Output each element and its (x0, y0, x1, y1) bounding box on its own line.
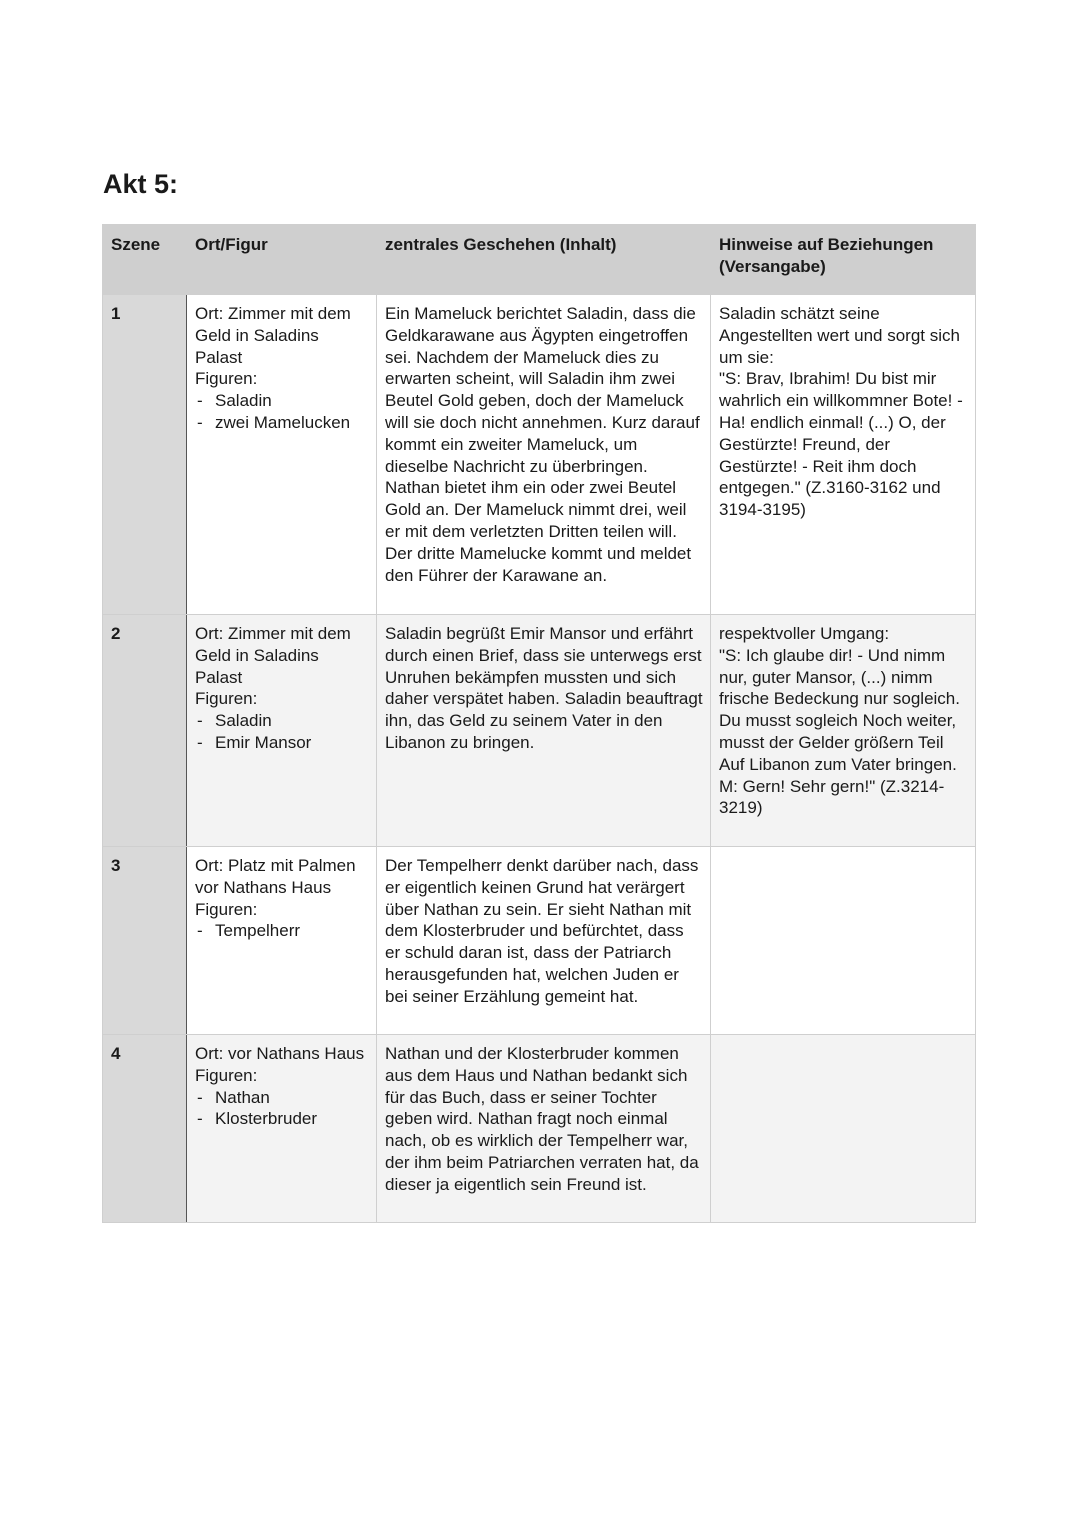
figuren-list (195, 1087, 369, 1131)
hinweis-cell: Saladin schätzt seine Angestellten wert und sorgt sich um sie: "S: Brav, Ibrahim! Du bist mir wahrlich ein willkommner Bote! - Ha! endlich einmal! (...) O, der Gestürzte! Freund, der Gestürzte! - Reit ihm doch entgegen." (Z.3160-3162 und 3194-3195) (711, 295, 976, 615)
figuren-label: Figuren: (195, 1065, 258, 1085)
table-header-row (103, 225, 976, 295)
ort-text: Ort: Platz mit Palmen vor Nathans Haus (195, 856, 356, 897)
hinweis-cell (711, 1035, 976, 1223)
header-szene: Szene (103, 225, 187, 295)
scene-table (102, 224, 976, 1223)
figuren-label: Figuren: (195, 899, 258, 919)
ort-text: Ort: Zimmer mit dem Geld in Saladins Palast (195, 304, 351, 367)
figuren-label: Figuren: (195, 689, 258, 709)
ort-text: Ort: vor Nathans Haus (195, 1044, 365, 1063)
figuren-list (195, 920, 369, 942)
page-title: Akt 5: (103, 169, 179, 199)
table-row (103, 847, 976, 1035)
szene-number: 1 (103, 295, 187, 615)
figur-item: - Nathan (195, 1087, 369, 1109)
figur-item: - zwei Mamelucken (195, 412, 369, 434)
ort-figur-cell (187, 615, 377, 847)
header-inhalt: zentrales Geschehen (Inhalt) (377, 225, 711, 295)
inhalt-cell: Ein Mameluck berichtet Saladin, dass die Geldkarawane aus Ägypten eingetroffen sei. Nachdem der Mameluck dies zu erwarten scheint, will Saladin ihm zwei Beutel Gold geben, doch der Mameluck will sie doch nicht annehmen. Kurz darauf kommt ein zweiter Mameluck, um dieselbe Nachricht zu überbringen. Nathan bietet ihm ein oder zwei Beutel Gold an. Der Mameluck nimmt drei, weil er mit dem verletzten Dritten teilen will. Der dritte Mamelucke kommt und meldet den Führer der Karawane an. (377, 295, 711, 615)
header-ort-figur: Ort/Figur (187, 225, 377, 295)
ort-figur-cell (187, 295, 377, 615)
figuren-list (195, 710, 369, 754)
figur-item: - Saladin (195, 390, 369, 412)
table-row (103, 1035, 976, 1223)
figuren-label: Figuren: (195, 369, 258, 389)
ort-figur-cell (187, 1035, 377, 1223)
hinweis-cell (711, 847, 976, 1035)
szene-number: 3 (103, 847, 187, 1035)
figur-item: - Emir Mansor (195, 732, 369, 754)
szene-number: 4 (103, 1035, 187, 1223)
figur-item: - Saladin (195, 710, 369, 732)
ort-figur-cell (187, 847, 377, 1035)
table-row (103, 295, 976, 615)
ort-text: Ort: Zimmer mit dem Geld in Saladins Palast (195, 624, 351, 687)
inhalt-cell: Saladin begrüßt Emir Mansor und erfährt durch einen Brief, dass sie unterwegs erst Unruhen bekämpfen mussten und sich daher verspätet haben. Saladin beauftragt ihn, das Geld zu seinem Vater in den Libanon zu bringen. (377, 615, 711, 847)
figur-item: - Tempelherr (195, 920, 369, 942)
hinweis-cell: respektvoller Umgang: "S: Ich glaube dir! - Und nimm nur, guter Mansor, (...) nimm frische Bedeckung nur sogleich. Du musst sogleich Noch weiter, musst der Gelder größern Teil Auf Libanon zum Vater bringen. M: Gern! Sehr gern!" (Z.3214-3219) (711, 615, 976, 847)
inhalt-cell: Nathan und der Klosterbruder kommen aus dem Haus und Nathan bedankt sich für das Buch, dass er seiner Tochter geben wird. Nathan fragt noch einmal nach, ob es wirklich der Tempelherr war, der ihm beim Patriarchen verraten hat, da dieser ja eigentlich sein Freund ist. (377, 1035, 711, 1223)
inhalt-cell: Der Tempelherr denkt darüber nach, dass er eigentlich keinen Grund hat verärgert über Nathan zu sein. Er sieht Nathan mit dem Klosterbruder und befürchtet, dass er schuld daran ist, dass der Patriarch herausgefunden hat, welchen Juden er bei seiner Erzählung gemeint hat. (377, 847, 711, 1035)
szene-number: 2 (103, 615, 187, 847)
figur-item: - Klosterbruder (195, 1108, 369, 1130)
table-row (103, 615, 976, 847)
figuren-list (195, 390, 369, 434)
header-hinweise: Hinweise auf Beziehungen (Versangabe) (711, 225, 976, 295)
